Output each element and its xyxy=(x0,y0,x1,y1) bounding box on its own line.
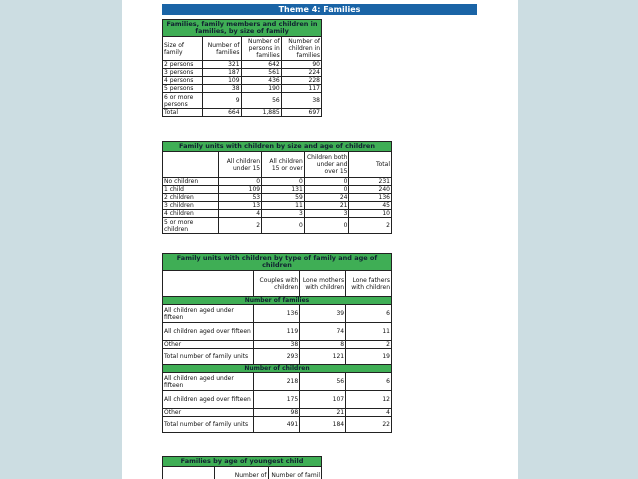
col-header: Number of families xyxy=(203,37,241,61)
table-title: Families by age of youngest child xyxy=(163,457,322,467)
col-header: Lone fathers with children xyxy=(346,271,392,297)
table-family-type xyxy=(162,253,392,433)
table-row: 5 or more children 2 0 0 2 xyxy=(164,218,390,233)
col-header xyxy=(163,271,254,297)
col-header: Lone mothers with children xyxy=(300,271,346,297)
table-row: Total number of family units 293 121 19 xyxy=(163,349,392,365)
table-row: 3 persons 187 561 224 xyxy=(164,69,320,76)
col-header: Total xyxy=(349,152,392,178)
col-header: Children both under and over 15 xyxy=(304,152,349,178)
table-row: No children 0 0 0 231 xyxy=(164,178,390,185)
table-youngest-child xyxy=(162,456,322,479)
col-header xyxy=(163,152,219,178)
document-page xyxy=(122,0,518,479)
table-row: Other 98 21 4 xyxy=(164,409,390,416)
table-row: Total number of family units 491 184 22 xyxy=(163,417,392,433)
table-row: 4 children 4 3 3 10 xyxy=(164,210,390,217)
table-row: 1 child 109 131 0 240 xyxy=(164,186,390,193)
table-row: All children aged under fifteen 136 39 6 xyxy=(164,306,390,321)
table-row: Total 664 1,885 697 xyxy=(164,109,320,116)
col-header xyxy=(163,467,215,479)
table-children-size-age xyxy=(162,141,392,234)
col-header: Couples with children xyxy=(254,271,300,297)
col-header: Number of famil xyxy=(268,467,321,479)
table-row: 2 children 53 59 24 136 xyxy=(164,194,390,201)
theme-banner: Theme 4: Families xyxy=(162,4,477,15)
table-row: 5 persons 38 190 117 xyxy=(164,85,320,92)
table-row: All children aged over fifteen 119 74 11 xyxy=(163,323,392,341)
col-header: All children 15 or over xyxy=(262,152,305,178)
table-title: Family units with children by size and age of children xyxy=(163,142,392,152)
table-row: 6 or more persons 9 56 38 xyxy=(164,93,320,108)
table-row: All children aged under fifteen 218 56 6 xyxy=(164,374,390,389)
col-header: Number of children in families xyxy=(281,37,321,61)
table-row: 3 children 13 11 21 45 xyxy=(164,202,390,209)
col-header: Size of family xyxy=(163,37,203,61)
table-title: Families, family members and children in families, by size of family xyxy=(163,20,322,37)
col-header: All children under 15 xyxy=(219,152,262,178)
table-title: Family units with children by type of family and age of children xyxy=(163,254,392,271)
table-row: 2 persons 321 642 90 xyxy=(164,61,320,68)
table-family-size xyxy=(162,19,322,117)
table-row: 4 persons 109 436 228 xyxy=(164,77,320,84)
section-header: Number of children xyxy=(163,365,392,373)
table-row: All children aged over fifteen 175 107 12 xyxy=(163,391,392,409)
section-header: Number of families xyxy=(163,297,392,305)
table-row: Other 38 8 2 xyxy=(164,341,390,348)
col-header: Number of xyxy=(215,467,268,479)
col-header: Number of persons in families xyxy=(241,37,281,61)
